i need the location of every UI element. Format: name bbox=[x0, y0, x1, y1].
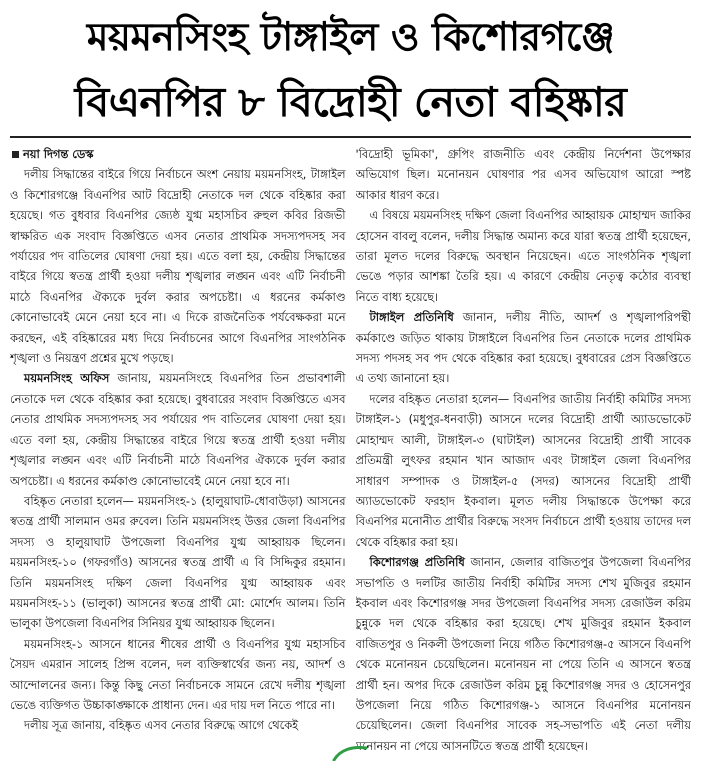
left-paragraphs bbox=[10, 164, 346, 735]
paragraph-text: দলের বহিষ্কৃত নেতারা হলেন— বিএনপির জাতীয় নির্বাহী কমিটির সদস্য টাঙ্গাইল-১ (মধুপুর-ধনবাড়ী) আসনে দলের বিদ্রোহী প্রার্থী অ্যাডভোকেট মোহাম্মদ আলী, টাঙ্গাইল-৩ (ঘাটাইল) আসনের বিদ্রোহী প্রার্থী সাবেক প্রতিমন্ত্রী লুৎফর রহমান খান আজাদ এবং টাঙ্গাইল জেলা বিএনপির সাধারণ সম্পাদক ও টাঙ্গাইল-৫ (সদর) আসনের বিদ্রোহী প্রার্থী অ্যাডভোকেট ফরহাদ ইকবাল। মূলত দলীয় সিদ্ধান্তকে উপেক্ষা করে বিএনপির মনোনীত প্রার্থীর বিরুদ্ধে সংসদ নির্বাচনে প্রার্থী হওয়ায় তাদের দল থেকে বহিষ্কার করা হয়। bbox=[355, 391, 691, 549]
paragraph bbox=[10, 368, 346, 490]
paragraph-text: জানান, দলীয় নীতি, আদর্শ ও শৃঙ্খলাপরিপন্থী কর্মকাণ্ডে জড়িত থাকায় টাঙ্গাইলে বিএনপির তিন নেতাকে দলের প্রাথমিক সদস্য পদসহ সব পদ থেকে বহিষ্কার করা হয়েছে। বুধবারের প্রেস বিজ্ঞপ্তিতে এ তথ্য জানানো হয়। bbox=[355, 310, 691, 386]
headline-line-1: ময়মনসিংহ টাঙ্গাইল ও কিশোরগঞ্জে bbox=[86, 15, 615, 60]
byline-text: নয়া দিগন্ত ডেস্ক bbox=[23, 147, 94, 161]
dateline-lead: ময়মনসিংহ অফিস bbox=[24, 371, 110, 386]
headline-divider bbox=[10, 136, 691, 138]
column-right bbox=[356, 144, 692, 756]
bullet-square-icon bbox=[12, 151, 19, 158]
paragraph bbox=[356, 205, 692, 307]
paragraph-text: ময়মনসিংহ-১ আসনে ধানের শীষের প্রার্থী ও বিএনপির যুগ্ম মহাসচিব সৈয়দ এমরান সালেহ প্রিন্স বলেন, দল ব্যক্তিস্বার্থের জন্য নয়, আদর্শ ও আন্দোলনের জন্য। কিন্তু কিছু নেতা নির্বাচনকে সামনে রেখে দলীয় শৃঙ্খলা ভেঙে ব্যক্তিগত উচ্চাকাঙ্ক্ষাকে প্রাধান্য দেন। এর দায় দল নিতে পারে না। bbox=[10, 636, 346, 712]
paragraph-text: 'বিদ্রোহী ভূমিকা', গ্রুপিং রাজনীতি এবং কেন্দ্রীয় নির্দেশনা উপেক্ষার অভিযোগ ছিল। মনোনয়ন ঘোষণার পর এসব অভিযোগ আরো স্পষ্ট আকার ধারণ করে। bbox=[355, 147, 691, 202]
paragraph bbox=[356, 144, 692, 205]
paragraph-text: এ বিষয়ে ময়মনসিংহ দক্ষিণ জেলা বিএনপির আহ্বায়ক মোহাম্মদ জাকির হোসেন বাবলু বলেন, দলীয় সিদ্ধান্ত অমান্য করে যারা স্বতন্ত্র প্রার্থী হয়েছেন, তারা মূলত দলের বিরুদ্ধে অবস্থান নিয়েছেন। এতে সাংগঠনিক শৃঙ্খলা ভেঙে পড়ার আশঙ্কা তৈরি হয়। এ কারণে কেন্দ্রীয় নেতৃত্ব কঠোর ব্যবস্থা নিতে বাধ্য হয়েছে। bbox=[355, 208, 691, 304]
dateline-lead: কিশোরগঞ্জ প্রতিনিধি bbox=[369, 555, 465, 570]
article-body bbox=[6, 144, 695, 756]
headline-line-2: বিএনপির ৮ বিদ্রোহী নেতা বহিষ্কার bbox=[74, 78, 627, 126]
paragraph-text: জানায়, ময়মনসিংহে বিএনপির তিন প্রভাবশালী নেতাকে দল থেকে বহিষ্কার করা হয়েছে। বুধবারের সংবাদ বিজ্ঞপ্তিতে এসব নেতার প্রাথমিক সদস্যপদসহ সব পর্যায়ের পদ বাতিলের ঘোষণা দেয়া হয়। এতে বলা হয়, কেন্দ্রীয় সিদ্ধান্তের বাইরে গিয়ে স্বতন্ত্র প্রার্থী হওয়া দলীয় শৃঙ্খলার লঙ্ঘন এবং এটি নির্বাচনী মাঠে বিএনপির ঐক্যকে দুর্বল করার অপচেষ্টা। এ ধরনের কর্মকাণ্ড কোনোভাবেই মেনে নেয়া হবে না। bbox=[10, 371, 346, 488]
paragraph bbox=[10, 164, 346, 368]
paragraph-text: দলীয় সূত্র জানায়, বহিষ্কৃত এসব নেতার বিরুদ্ধে আগে থেকেই bbox=[24, 718, 299, 733]
paragraph bbox=[356, 552, 692, 756]
paragraph bbox=[10, 715, 346, 735]
paragraph-text: বহিষ্কৃত নেতারা হলেন— ময়মনসিংহ-১ (হালুয়াঘাট-ধোবাউড়া) আসনের স্বতন্ত্র প্রার্থী সালমান ওমর রুবেল। তিনি ময়মনসিংহ উত্তর জেলা বিএনপির সদস্য ও হালুয়াঘাট উপজেলা বিএনপির যুগ্ম আহ্বায়ক ছিলেন। ময়মনসিংহ-১০ (গফরগাঁও) আসনের স্বতন্ত্র প্রার্থী এ বি সিদ্দিকুর রহমান। তিনি ময়মনসিংহ দক্ষিণ জেলা বিএনপির যুগ্ম আহ্বায়ক এবং ময়মনসিংহ-১১ (ভালুকা) আসনের স্বতন্ত্র প্রার্থী মো: মোর্শেদ আলম। তিনি ভালুকা উপজেলা বিএনপির সিনিয়র যুগ্ম আহ্বায়ক ছিলেন। bbox=[10, 493, 346, 631]
green-swoosh-icon bbox=[330, 744, 370, 761]
paragraph bbox=[356, 307, 692, 389]
paragraph bbox=[10, 491, 346, 634]
paragraph bbox=[10, 634, 346, 716]
paragraph bbox=[356, 389, 692, 552]
dateline-lead: টাঙ্গাইল প্রতিনিধি bbox=[369, 310, 454, 325]
column-left bbox=[10, 144, 346, 756]
paragraph-text: জানান, জেলার বাজিতপুর উপজেলা বিএনপির সভাপতি ও দলটির জাতীয় নির্বাহী কমিটির সদস্য শেখ মুজিবুর রহমান ইকবাল এবং কিশোরগঞ্জ সদর উপজেলা বিএনপির সদস্য রেজাউল করিম চুন্নুকে দল থেকে বহিষ্কার করা হয়েছে। শেখ মুজিবুর রহমান ইকবাল বাজিতপুর ও নিকলী উপজেলা নিয়ে গঠিত কিশোরগঞ্জ-৫ আসনে বিএনপি থেকে মনোনয়ন চেয়েছিলেন। মনোনয়ন না পেয়ে তিনি এ আসনে স্বতন্ত্র প্রার্থী হন। অপর দিকে রেজাউল করিম চুন্নু কিশোরগঞ্জ সদর ও হোসেনপুর উপজেলা নিয়ে গঠিত কিশোরগঞ্জ-১ আসনে বিএনপির মনোনয়ন চেয়েছিলেন। জেলা বিএনপির সাবেক সহ-সভাপতি এই নেতা দলীয় মনোনয়ন না পেয়ে আসনটিতে স্বতন্ত্র প্রার্থী হয়েছেন। bbox=[355, 555, 691, 753]
right-paragraphs bbox=[356, 144, 692, 756]
paragraph-text: দলীয় সিদ্ধান্তের বাইরে গিয়ে নির্বাচনে অংশ নেয়ায় ময়মনসিংহ, টাঙ্গাইল ও কিশোরগঞ্জে বিএনপির আট বিদ্রোহী নেতাকে দল থেকে বহিষ্কার করা হয়েছে। গত বুধবার বিএনপির জ্যেষ্ঠ যুগ্ম মহাসচিব রুহুল কবির রিজভী স্বাক্ষরিত এক সংবাদ বিজ্ঞপ্তিতে এসব নেতার প্রাথমিক সদস্যপদসহ সব পর্যায়ের পদ বাতিলের ঘোষণা দেয়া হয়। এতে বলা হয়, কেন্দ্রীয় সিদ্ধান্তের বাইরে গিয়ে স্বতন্ত্র প্রার্থী হওয়া দলীয় শৃঙ্খলার লঙ্ঘন এবং এটি নির্বাচনী মাঠে বিএনপির ঐক্যকে দুর্বল করার অপচেষ্টা। এ ধরনের কর্মকাণ্ড কোনোভাবেই মেনে নেয়া হবে না। এ দিকে রাজনৈতিক পর্যবেক্ষকরা মনে করছেন, এই বহিষ্কারের মধ্য দিয়ে নির্বাচনের আগে বিএনপির সাংগঠনিক শৃঙ্খলা ও নিয়ন্ত্রণ প্রশ্নের মুখে পড়ছে। bbox=[10, 167, 346, 366]
byline bbox=[12, 144, 346, 164]
